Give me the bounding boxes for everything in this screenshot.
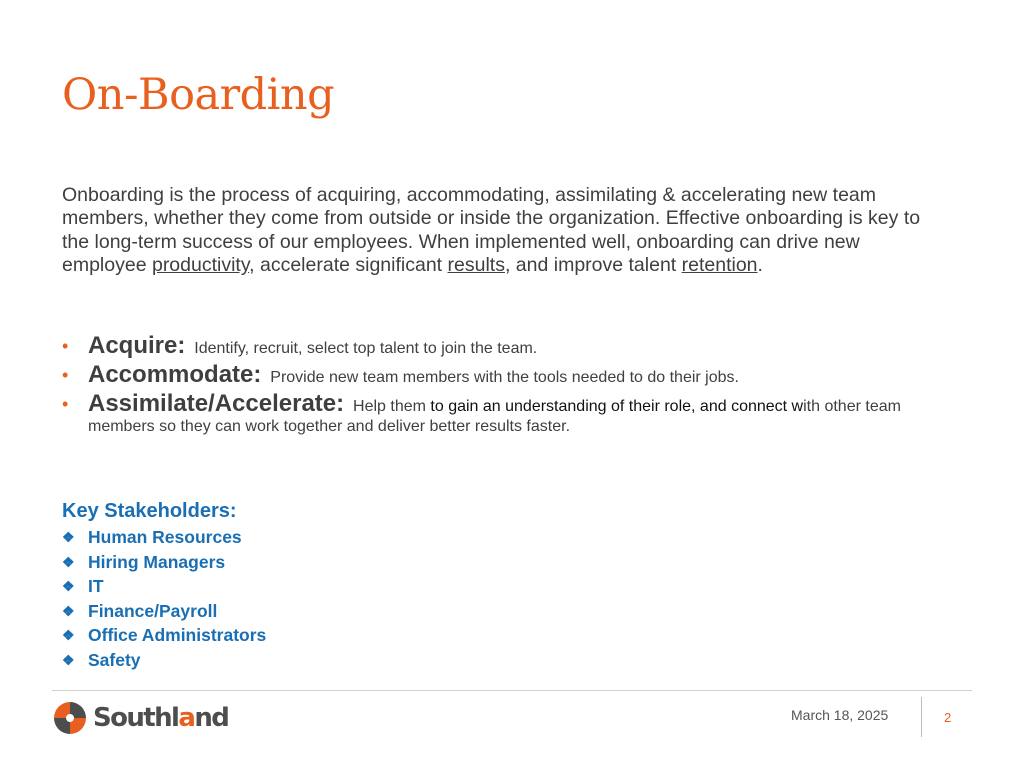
bullet-term: Assimilate/Accelerate: — [88, 390, 345, 417]
logo-wordmark — [93, 703, 228, 733]
stakeholder-label: Office Administrators — [88, 625, 267, 645]
stakeholder-item — [62, 574, 266, 599]
retention-link: retention — [681, 254, 758, 277]
diamond-bullet-icon: ❖ — [62, 627, 75, 643]
stakeholder-item — [62, 623, 266, 648]
intro-text-2: , accelerate significant — [249, 254, 448, 277]
logo-text-c: nd — [194, 703, 229, 733]
stakeholders-list — [62, 525, 266, 672]
bullet-description: Identify, recruit, select top talent to join the team. — [194, 340, 538, 357]
bullet-term: Accommodate: — [88, 361, 262, 388]
stakeholders-heading: Key Stakeholders: — [62, 500, 237, 522]
stakeholder-label: Finance/Payroll — [88, 600, 218, 621]
intro-text-3: , and improve talent — [504, 254, 682, 277]
stakeholder-item — [62, 648, 266, 673]
intro-text-4: . — [757, 254, 763, 277]
bullet-description: Provide new team members with the tools needed to do their jobs. — [270, 369, 739, 386]
southland-logo — [52, 700, 228, 736]
bullet-term: Acquire: — [88, 332, 186, 359]
stakeholder-item — [62, 550, 266, 575]
results-link: results — [447, 254, 505, 277]
bullet-dot-icon: • — [62, 365, 69, 385]
bullet-acquire — [62, 332, 962, 360]
logo-text-accent: a — [178, 703, 195, 733]
stakeholder-item — [62, 599, 266, 624]
bullet-accommodate — [62, 361, 962, 389]
logo-text-a: Southl — [93, 703, 179, 733]
slide-title: On-Boarding — [62, 70, 335, 120]
phase-bullet-list — [62, 332, 962, 437]
bullet-assimilate — [62, 390, 962, 436]
footer-date: March 18, 2025 — [791, 707, 889, 723]
bullet-dot-icon: • — [62, 394, 69, 414]
stakeholder-label: Safety — [88, 649, 141, 670]
southland-logo-icon — [52, 700, 88, 736]
stakeholder-item — [62, 525, 266, 550]
bullet-description-b: to gain an understanding of their role, and connect w — [430, 398, 804, 415]
intro-paragraph — [62, 184, 942, 278]
bullet-description-a: Help them — [353, 398, 431, 415]
bullet-dot-icon: • — [62, 336, 69, 356]
diamond-bullet-icon: ❖ — [62, 578, 75, 594]
diamond-bullet-icon: ❖ — [62, 529, 75, 545]
productivity-link: productivity — [151, 254, 250, 277]
diamond-bullet-icon: ❖ — [62, 602, 75, 619]
diamond-bullet-icon: ❖ — [62, 553, 75, 570]
diamond-bullet-icon: ❖ — [62, 651, 75, 668]
footer-divider — [52, 690, 972, 691]
stakeholder-label: Hiring Managers — [88, 551, 226, 572]
stakeholders-section — [62, 500, 266, 672]
footer-vertical-divider — [921, 697, 922, 737]
intro-text-1: Onboarding is the process of acquiring, accommodating, assimilating & accelerating new team members, whether they come from outside or inside the organization. Effective onboarding is key to the long-term success of our employees. When implemented well, onboarding can drive new employee — [62, 184, 921, 277]
stakeholder-label: IT — [88, 576, 104, 596]
bullet-description-c: ith other team members so they can work together and deliver better results faster. — [88, 398, 901, 435]
stakeholder-label: Human Resources — [88, 527, 242, 547]
page-number: 2 — [944, 710, 952, 725]
